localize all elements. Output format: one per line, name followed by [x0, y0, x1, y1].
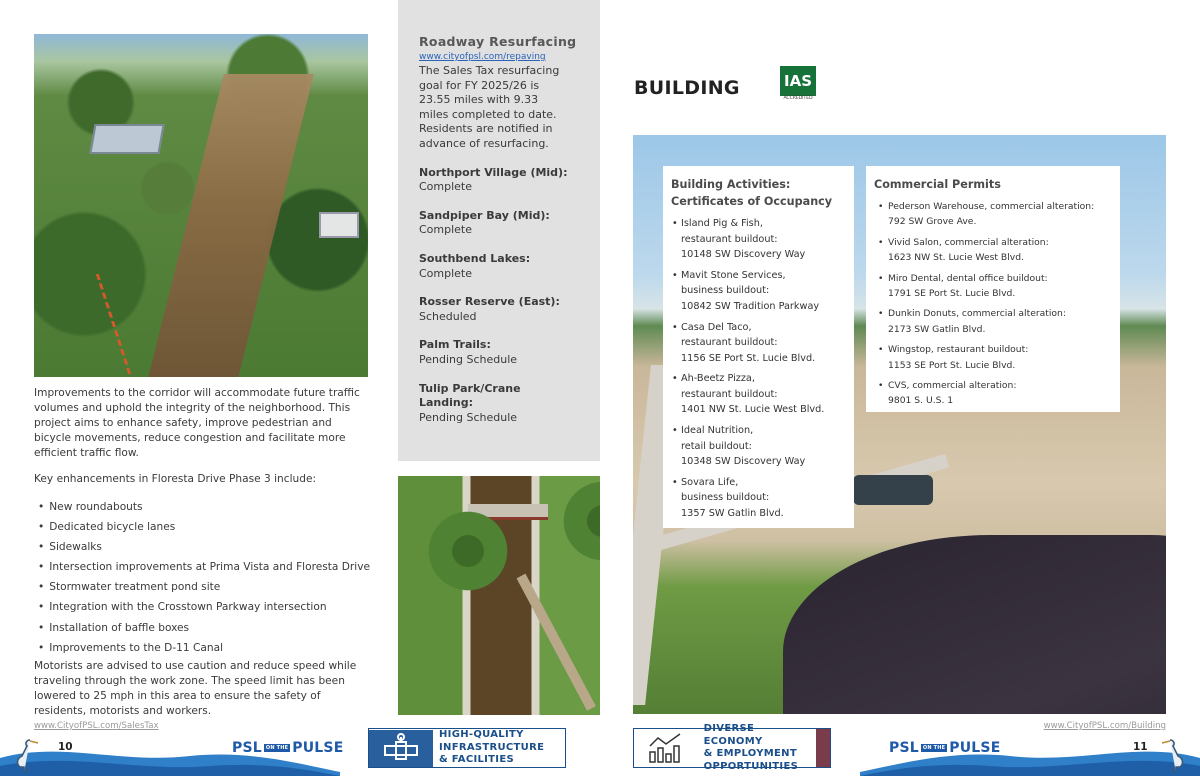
project-name: Palm Trails:	[419, 338, 491, 352]
list-item: • Ideal Nutrition, retail buildout: 10348 SW Discovery Way	[671, 423, 846, 470]
list-item: • Sidewalks	[38, 540, 370, 560]
list-item: • Sovara Life, business buildout: 1357 SW Gatlin Blvd.	[671, 475, 846, 522]
project-name: Rosser Reserve (East):	[419, 295, 560, 309]
project-name: Southbend Lakes:	[419, 251, 531, 265]
occupancy-list	[671, 216, 846, 521]
growth-chart-icon	[634, 730, 698, 767]
list-item: • Ah-Beetz Pizza, restaurant buildout: 1401 NW St. Lucie West Blvd.	[671, 371, 846, 418]
list-item: • Dedicated bicycle lanes	[38, 520, 370, 540]
page-title: BUILDING	[634, 77, 740, 99]
resurfacing-intro: The Sales Tax resurfacing goal for FY 2025/26 is 23.55 miles with 9.33 miles completed to date. Residents are notified in advance of resurfacing.	[419, 64, 560, 150]
resurfacing-panel	[398, 0, 600, 461]
project-item	[419, 382, 559, 426]
project-item	[419, 338, 600, 367]
project-status: Complete	[419, 180, 473, 194]
psl-on-the-pulse-logo: PSL ON THE PULSE	[232, 740, 344, 756]
list-item: • Wingstop, restaurant buildout: 1153 SE Port St. Lucie Blvd.	[874, 342, 1112, 373]
card-title: Commercial Permits	[874, 178, 1001, 191]
list-item: • CVS, commercial alteration: 9801 S. U.S. 1	[874, 378, 1112, 409]
project-status: Complete	[419, 223, 473, 237]
heron-icon	[1160, 738, 1192, 774]
psl-on-the-pulse-logo: PSL ON THE PULSE	[889, 740, 1001, 756]
infrastructure-badge: HIGH-QUALITY INFRASTRUCTURE & FACILITIES	[368, 728, 566, 768]
list-item: • Dunkin Donuts, commercial alteration: 2173 SW Gatlin Blvd.	[874, 306, 1112, 337]
list-item: • Mavit Stone Services, business buildout: 10842 SW Tradition Parkway	[671, 268, 846, 315]
list-item: • Intersection improvements at Prima Vista and Floresta Drive	[38, 560, 370, 580]
list-item: • Vivid Salon, commercial alteration: 1623 NW St. Lucie West Blvd.	[874, 235, 1112, 266]
canal-aerial-photo	[398, 476, 600, 715]
list-item: • New roundabouts	[38, 500, 370, 520]
list-item: • Miro Dental, dental office buildout: 1791 SE Port St. Lucie Blvd.	[874, 271, 1112, 302]
occupancy-card	[663, 166, 854, 528]
economy-badge: DIVERSE ECONOMY & EMPLOYMENT OPPORTUNITIES	[633, 728, 831, 768]
ias-accreditation-logo: IAS ACCREDITED	[780, 66, 816, 114]
list-item: • Improvements to the D-11 Canal	[38, 641, 370, 661]
list-item: • Casa Del Taco, restaurant buildout: 1156 SE Port St. Lucie Blvd.	[671, 320, 846, 367]
project-status: Scheduled	[419, 309, 477, 323]
project-item	[419, 295, 600, 324]
permits-list	[874, 199, 1112, 409]
building-link[interactable]: www.CityofPSL.com/Building	[1043, 721, 1166, 731]
resurfacing-title: Roadway Resurfacing	[419, 34, 577, 49]
list-item: • Pederson Warehouse, commercial alteration: 792 SW Grove Ave.	[874, 199, 1112, 230]
sales-tax-link[interactable]: www.CityofPSL.com/SalesTax	[34, 721, 159, 731]
commercial-permits-card	[866, 166, 1120, 412]
project-name: Northport Village (Mid):	[419, 165, 568, 179]
heron-icon	[8, 738, 40, 774]
project-status: Complete	[419, 266, 473, 280]
project-status: Pending Schedule	[419, 352, 518, 366]
list-item: • Stormwater treatment pond site	[38, 580, 370, 600]
enhancements-intro: Key enhancements in Floresta Drive Phase 3 include:	[34, 473, 317, 485]
project-name: Tulip Park/Crane Landing:	[419, 381, 521, 410]
project-item	[419, 166, 600, 195]
valve-pipe-icon	[369, 730, 433, 767]
list-item: • Integration with the Crosstown Parkway intersection	[38, 600, 370, 620]
construction-aerial-photo	[34, 34, 368, 377]
card-title: Building Activities: Certificates of Occupancy	[671, 178, 833, 208]
project-item	[419, 209, 600, 238]
list-item: • Island Pig & Fish, restaurant buildout: 10148 SW Discovery Way	[671, 216, 846, 263]
project-item	[419, 252, 600, 281]
motorist-advisory: Motorists are advised to use caution and reduce speed while traveling through the work zone. The speed limit has been lowered to 25 mph in this area to ensure the safety of residents, motorists and workers.	[34, 660, 357, 717]
project-status: Pending Schedule	[419, 410, 518, 424]
page-number: 11	[1133, 741, 1148, 753]
corridor-description: Improvements to the corridor will accommodate future traffic volumes and uphold the integrity of the neighborhood. This project aims to enhance safety, improve pedestrian and bicycle movements, reduce congestion and facilitate more efficient traffic flow.	[34, 387, 360, 459]
accent-bar	[816, 729, 830, 767]
project-name: Sandpiper Bay (Mid):	[419, 208, 550, 222]
enhancements-list	[38, 500, 370, 661]
list-item: • Installation of baffle boxes	[38, 621, 370, 641]
page-number: 10	[58, 741, 73, 753]
repaving-link[interactable]: www.cityofpsl.com/repaving	[419, 52, 546, 62]
